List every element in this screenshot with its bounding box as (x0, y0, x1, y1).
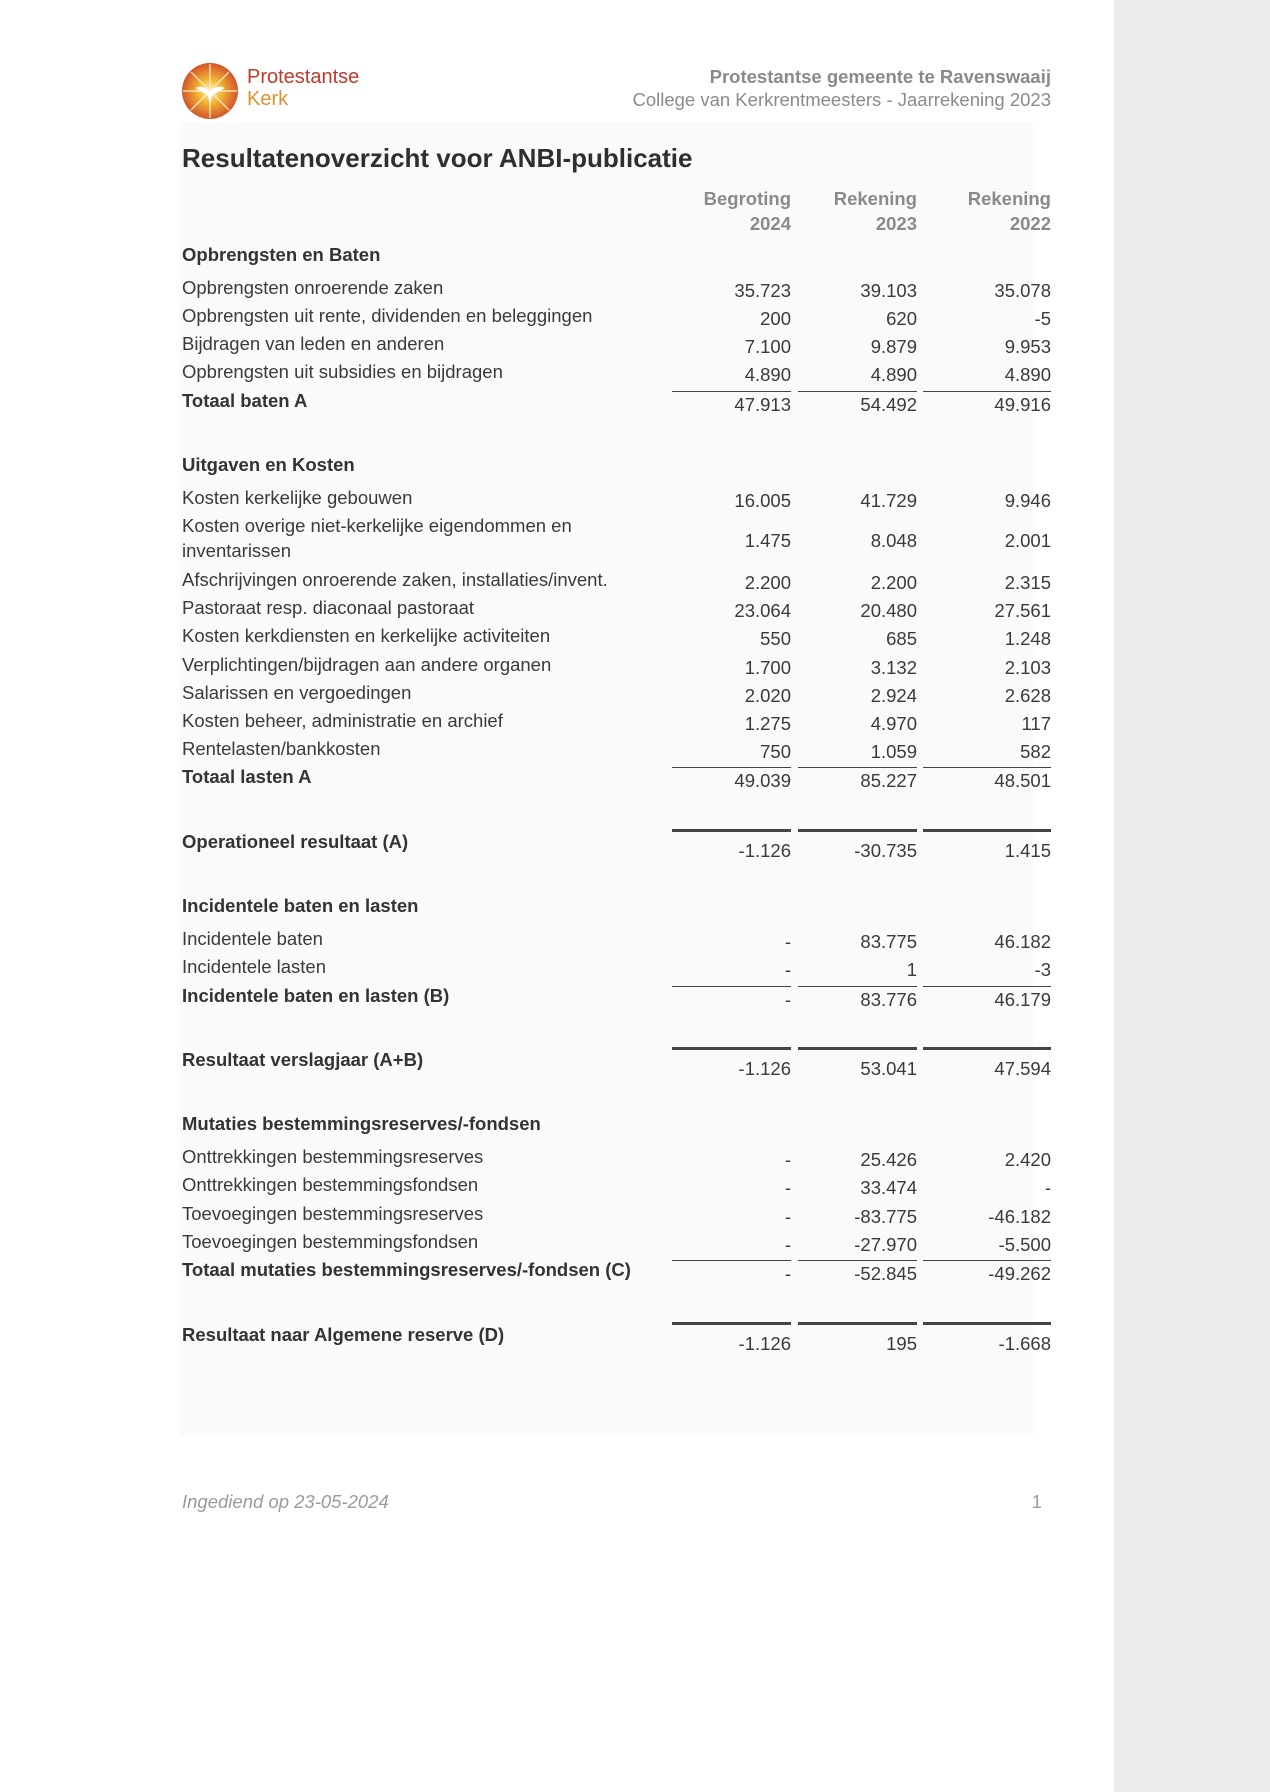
value-begroting-2024: 200 (760, 308, 791, 329)
result-begroting-2024: -1.126 (672, 1047, 791, 1081)
section-heading (182, 242, 1051, 270)
value-rekening-2023: -83.775 (854, 1206, 917, 1227)
total-rekening-2022: -49.262 (923, 1260, 1051, 1286)
value-rekening-2022: 46.182 (994, 931, 1051, 952)
row-label: Kosten kerkdiensten en kerkelijke activiteiten (182, 625, 551, 646)
value-rekening-2022: 2.103 (1004, 657, 1051, 678)
table-row (182, 954, 1051, 982)
table-row (182, 485, 1051, 513)
total-rekening-2023: 85.227 (798, 767, 917, 793)
row-label: Toevoegingen bestemmingsreserves (182, 1203, 484, 1224)
value-rekening-2022: 2.315 (1004, 572, 1051, 593)
value-rekening-2022: 35.078 (994, 280, 1051, 301)
value-rekening-2023: 4.970 (870, 713, 917, 734)
value-begroting-2024: - (784, 1206, 791, 1227)
value-rekening-2022: -5 (1034, 308, 1051, 329)
value-begroting-2024: - (784, 1149, 791, 1170)
table-row (182, 736, 1051, 764)
result-row (182, 829, 1051, 865)
table-row (182, 1144, 1051, 1172)
result-label: Resultaat verslagjaar (A+B) (182, 1049, 424, 1070)
row-label: Kosten kerkelijke gebouwen (182, 487, 413, 508)
document-header (632, 65, 1051, 111)
value-begroting-2024: 750 (760, 741, 791, 762)
result-rekening-2022: 1.415 (923, 829, 1051, 863)
total-row (182, 1257, 1051, 1285)
table-row (182, 708, 1051, 736)
table-row (182, 652, 1051, 680)
value-rekening-2023: -27.970 (854, 1234, 917, 1255)
page-number: 1 (1031, 1491, 1042, 1512)
table-row (182, 359, 1051, 387)
result-rekening-2023: 53.041 (798, 1047, 917, 1081)
value-rekening-2022: 1.248 (1004, 628, 1051, 649)
table-row (182, 331, 1051, 359)
table-row (182, 680, 1051, 708)
organization-name: Protestantse gemeente te Ravenswaaij (709, 66, 1051, 87)
value-rekening-2022: 2.420 (1004, 1149, 1051, 1170)
value-begroting-2024: 2.020 (744, 685, 791, 706)
section-mutaties-heading: Mutaties bestemmingsreserves/-fondsen (182, 1113, 541, 1134)
table-row (182, 303, 1051, 331)
value-rekening-2023: 1.059 (870, 741, 917, 762)
total-begroting-2024: 47.913 (672, 391, 791, 417)
section-opbrengsten-heading: Opbrengsten en Baten (182, 244, 381, 265)
row-label: Kosten overige niet-kerkelijke eigendommen en inventarissen (182, 515, 572, 561)
total-rekening-2023: 54.492 (798, 391, 917, 417)
total-label: Incidentele baten en lasten (B) (182, 985, 450, 1006)
table-row (182, 595, 1051, 623)
total-rekening-2023: 83.776 (798, 986, 917, 1012)
value-begroting-2024: 7.100 (744, 336, 791, 357)
value-begroting-2024: 16.005 (734, 490, 791, 511)
value-rekening-2023: 2.924 (870, 685, 917, 706)
value-begroting-2024: 1.275 (744, 713, 791, 734)
table-row (182, 623, 1051, 651)
row-label: Opbrengsten onroerende zaken (182, 277, 444, 298)
value-rekening-2022: 9.953 (1004, 336, 1051, 357)
value-rekening-2023: 33.474 (860, 1177, 917, 1198)
value-rekening-2023: 20.480 (860, 600, 917, 621)
total-rekening-2022: 48.501 (923, 767, 1051, 793)
total-rekening-2022: 46.179 (923, 986, 1051, 1012)
total-row (182, 983, 1051, 1011)
table-row (182, 567, 1051, 595)
table-row (182, 275, 1051, 303)
value-rekening-2022: 9.946 (1004, 490, 1051, 511)
row-label: Opbrengsten uit rente, dividenden en beleggingen (182, 305, 593, 326)
row-label: Verplichtingen/bijdragen aan andere organen (182, 654, 552, 675)
value-rekening-2022: - (1044, 1177, 1051, 1198)
row-label: Rentelasten/bankkosten (182, 738, 381, 759)
value-rekening-2023: 685 (886, 628, 917, 649)
row-label: Onttrekkingen bestemmingsreserves (182, 1146, 484, 1167)
row-label: Pastoraat resp. diaconaal pastoraat (182, 597, 475, 618)
section-incidenteel-heading: Incidentele baten en lasten (182, 895, 419, 916)
value-begroting-2024: - (784, 1177, 791, 1198)
sun-emblem-icon (181, 62, 239, 120)
value-rekening-2023: 620 (886, 308, 917, 329)
value-begroting-2024: 550 (760, 628, 791, 649)
value-rekening-2022: 582 (1020, 741, 1051, 762)
table-row (182, 513, 1051, 565)
value-rekening-2022: 117 (1021, 713, 1051, 734)
value-begroting-2024: 4.890 (744, 364, 791, 385)
value-rekening-2022: 2.001 (1004, 530, 1051, 551)
section-heading (182, 452, 1051, 480)
result-row (182, 1322, 1051, 1358)
value-rekening-2023: 9.879 (870, 336, 917, 357)
total-row (182, 388, 1051, 416)
value-rekening-2022: 27.561 (994, 600, 1051, 621)
row-label: Afschrijvingen onroerende zaken, installaties/invent. (182, 569, 608, 590)
value-begroting-2024: 23.064 (734, 600, 791, 621)
result-label: Resultaat naar Algemene reserve (D) (182, 1324, 505, 1345)
value-begroting-2024: 1.475 (744, 530, 791, 551)
page-title: Resultatenoverzicht voor ANBI-publicatie (182, 143, 693, 173)
row-label: Toevoegingen bestemmingsfondsen (182, 1231, 479, 1252)
total-label: Totaal baten A (182, 390, 308, 411)
submission-date: Ingediend op 23-05-2024 (182, 1491, 389, 1512)
value-begroting-2024: 2.200 (744, 572, 791, 593)
result-begroting-2024: -1.126 (672, 829, 791, 863)
total-label: Totaal mutaties bestemmingsreserves/-fondsen (C) (182, 1259, 631, 1280)
total-row (182, 764, 1051, 792)
table-row (182, 1201, 1051, 1229)
result-rekening-2023: -30.735 (798, 829, 917, 863)
row-label: Onttrekkingen bestemmingsfondsen (182, 1174, 479, 1195)
logo-text-line2: Kerk (247, 88, 289, 110)
result-rekening-2022: 47.594 (923, 1047, 1051, 1081)
value-rekening-2023: 39.103 (860, 280, 917, 301)
result-rekening-2023: 195 (798, 1322, 917, 1356)
value-rekening-2022: -5.500 (998, 1234, 1051, 1255)
total-label: Totaal lasten A (182, 766, 312, 787)
row-label: Kosten beheer, administratie en archief (182, 710, 503, 731)
row-label: Opbrengsten uit subsidies en bijdragen (182, 361, 503, 382)
value-begroting-2024: 35.723 (734, 280, 791, 301)
value-begroting-2024: - (784, 1234, 791, 1255)
value-begroting-2024: - (784, 959, 791, 980)
value-rekening-2022: 4.890 (1004, 364, 1051, 385)
column-header-rekening-2022: Rekening 2022 (967, 188, 1051, 234)
column-header-rekening-2023: Rekening 2023 (833, 188, 917, 234)
value-rekening-2023: 2.200 (870, 572, 917, 593)
total-begroting-2024: 49.039 (672, 767, 791, 793)
total-rekening-2023: -52.845 (798, 1260, 917, 1286)
result-begroting-2024: -1.126 (672, 1322, 791, 1356)
total-begroting-2024: - (672, 1260, 791, 1286)
result-rekening-2022: -1.668 (923, 1322, 1051, 1356)
row-label: Salarissen en vergoedingen (182, 682, 412, 703)
value-rekening-2023: 3.132 (870, 657, 917, 678)
column-header-begroting-2024: Begroting 2024 (703, 188, 791, 234)
value-begroting-2024: 1.700 (744, 657, 791, 678)
value-begroting-2024: - (784, 931, 791, 952)
row-label: Incidentele lasten (182, 956, 326, 977)
value-rekening-2022: -46.182 (988, 1206, 1051, 1227)
table-row (182, 1229, 1051, 1257)
value-rekening-2023: 83.775 (860, 931, 917, 952)
section-heading (182, 893, 1051, 921)
table-row (182, 1172, 1051, 1200)
table-row (182, 926, 1051, 954)
value-rekening-2023: 25.426 (860, 1149, 917, 1170)
value-rekening-2023: 1 (906, 959, 917, 980)
total-rekening-2022: 49.916 (923, 391, 1051, 417)
result-label: Operationeel resultaat (A) (182, 831, 409, 852)
value-rekening-2023: 4.890 (870, 364, 917, 385)
row-label: Bijdragen van leden en anderen (182, 333, 445, 354)
value-rekening-2023: 8.048 (870, 530, 917, 551)
value-rekening-2022: -3 (1034, 959, 1051, 980)
value-rekening-2022: 2.628 (1004, 685, 1051, 706)
value-rekening-2023: 41.729 (860, 490, 917, 511)
logo-text-line1: Protestantse (247, 66, 360, 88)
row-label: Incidentele baten (182, 928, 323, 949)
section-uitgaven-heading: Uitgaven en Kosten (182, 454, 355, 475)
result-row (182, 1047, 1051, 1083)
document-subtitle: College van Kerkrentmeesters - Jaarrekening 2023 (632, 89, 1051, 110)
total-begroting-2024: - (672, 986, 791, 1012)
section-heading (182, 1111, 1051, 1139)
